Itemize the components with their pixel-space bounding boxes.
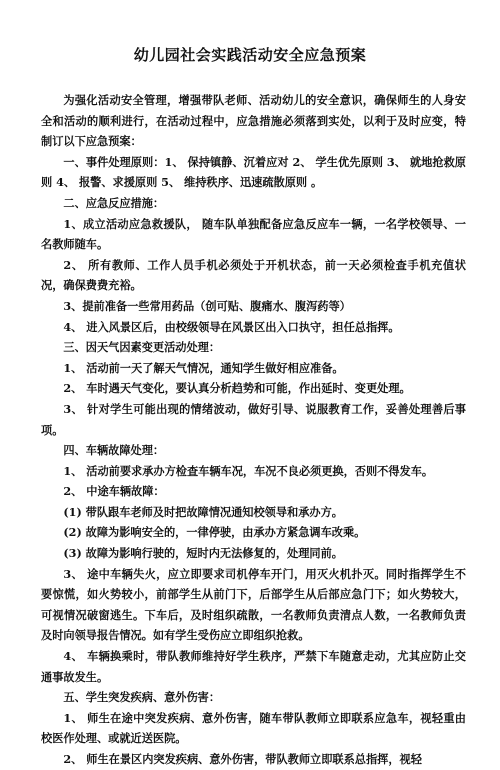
paragraph: 1、成立活动应急救援队， 随车队单独配备应急反应车一辆，一名学校领导、一名教师随车。: [41, 216, 466, 252]
paragraph: (3) 故障为影响行驶的，短时内无法修复的，处理同前。: [63, 546, 343, 561]
paragraph: 3、提前准备一些常用药品（创可贴、腹痛水、腹泻药等）: [63, 298, 351, 313]
paragraph: 2、 车时遇天气变化，要认真分析趋势和可能，作出延时、变更处理。: [63, 381, 411, 396]
paragraph: 1、 活动前一天了解天气情况，通知学生做好相应准备。: [63, 360, 344, 375]
paragraph: (1) 带队跟车老师及时把故障情况通知校领导和承办方。: [63, 504, 343, 519]
paragraph: 为强化活动安全管理，增强带队老师、活动幼儿的安全意识，确保师生的人身安全和活动的顺利进行，在活动过程中，应急措施必须落到实处，以利于及时应变，特制订以下应急预案：: [41, 93, 466, 149]
paragraph: 四、车辆故障处理：: [63, 443, 165, 458]
paragraph: 2、 师生在景区内突发疾病、意外伤害，带队教师立即联系总指挥，视轻: [63, 752, 422, 766]
paragraph: 1、 活动前要求承办方检查车辆车况，车况不良必须更换，否则不得发车。: [63, 463, 434, 478]
paragraph: 4、 车辆换乘时，带队教师维持好学生秩序，严禁下车随意走动，尤其应防止交通事故发生。: [41, 649, 466, 684]
document-title: 幼儿园社会实践活动安全应急预案: [133, 46, 367, 64]
paragraph: 4、 进入风景区后，由校级领导在风景区出入口执守，担任总指挥。: [63, 319, 400, 334]
paragraph: (2) 故障为影响安全的，一律停驶，由承办方紧急调车改乘。: [63, 525, 366, 540]
paragraph: 二、应急反应措施：: [63, 195, 165, 210]
document-body: [41, 90, 466, 770]
paragraph: 一、事件处理原则：1、 保持镇静、沉着应对 2、 学生优先原则 3、 就地抢救原则 4、 报警、求援原则 5、 维持秩序、迅速疏散原则 。: [41, 154, 466, 190]
paragraph: 3、 途中车辆失火，应立即要求司机停车开门，用灭火机扑灭。同时指挥学生不要惊慌，如火势较小，前部学生从前门下，后部学生从后部应急门下；如火势较大，可视情况破窗逃生。下车后，及时组织疏散，一名教师负责清点人数，一名教师负责及时向领导报告情况。如有学生受伤应立即组织抢救。: [41, 566, 466, 643]
paragraph: 2、 中途车辆故障：: [63, 484, 165, 499]
paragraph: 五、学生突发疾病、意外伤害：: [63, 690, 221, 705]
paragraph: 三、因天气因素变更活动处理：: [63, 340, 221, 355]
paragraph: 3、 针对学生可能出现的情绪波动，做好引导、说服教育工作，妥善处理善后事项。: [41, 401, 466, 437]
paragraph: 2、 所有教师、工作人员手机必须处于开机状态，前一天必须检查手机充值状况，确保费费充裕。: [41, 257, 466, 293]
paragraph: 1、 师生在途中突发疾病、意外伤害，随车带队教师立即联系应急车，视轻重由校医作处理、或就近送医院。: [41, 710, 466, 746]
